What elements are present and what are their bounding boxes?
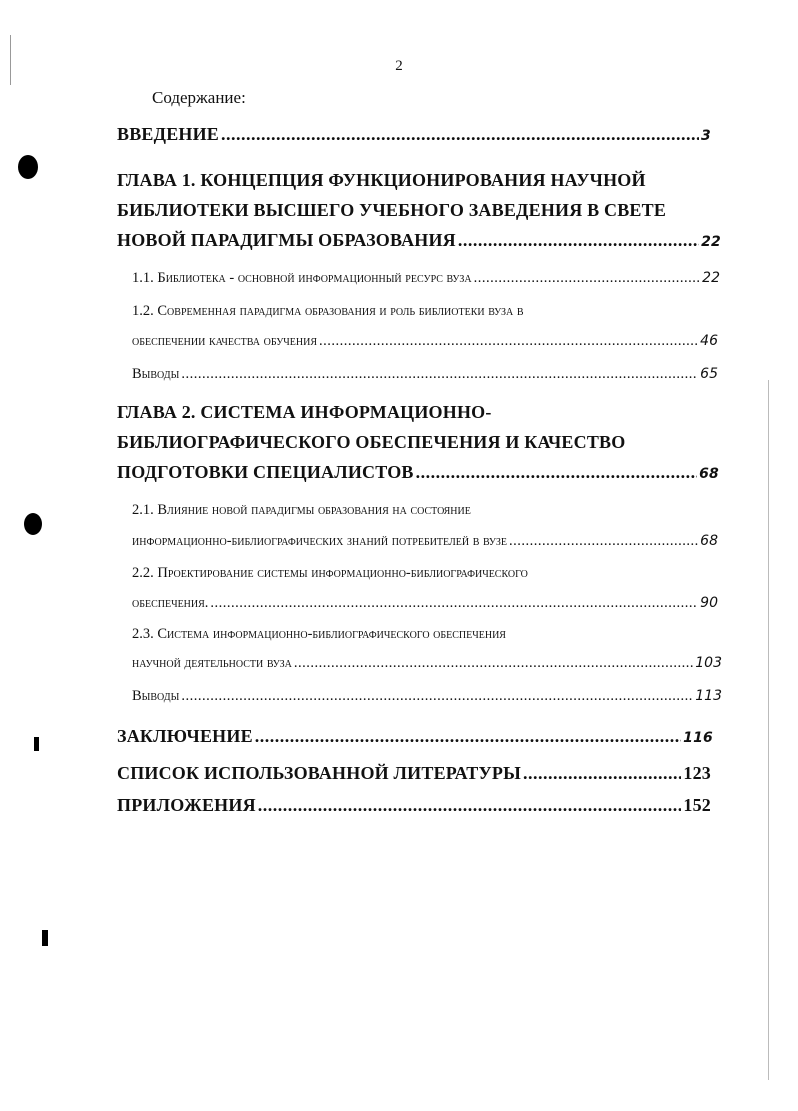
- dot-leader: [258, 795, 682, 816]
- entry-page: 68: [700, 533, 718, 549]
- entry-title: 1.1. Библиотека - основной информационный ресурс вуза: [132, 270, 472, 286]
- dot-leader: [255, 726, 681, 747]
- punch-hole-mark-1: [18, 155, 38, 179]
- toc-entry-s2-3[interactable]: [132, 655, 722, 672]
- entry-page: 103: [695, 655, 722, 671]
- dot-leader: [416, 462, 697, 483]
- page-number: 2: [395, 58, 403, 74]
- scan-edge-line-right: [768, 380, 769, 1080]
- entry-title: ПРИЛОЖЕНИЯ: [117, 795, 256, 815]
- dot-leader: [319, 333, 698, 350]
- dot-leader: [221, 124, 699, 145]
- entry-title: обеспечения.: [132, 595, 209, 611]
- entry-title: НОВОЙ ПАРАДИГМЫ ОБРАЗОВАНИЯ: [117, 230, 456, 250]
- entry-page: 68: [699, 466, 719, 482]
- toc-entry-ch1-findings[interactable]: [132, 366, 718, 383]
- entry-title: ПОДГОТОВКИ СПЕЦИАЛИСТОВ: [117, 462, 414, 482]
- entry-title: ЗАКЛЮЧЕНИЕ: [117, 726, 253, 746]
- toc-entry-ch1-line2[interactable]: БИБЛИОТЕКИ ВЫСШЕГО УЧЕБНОГО ЗАВЕДЕНИЯ В СВЕТЕ: [117, 200, 667, 220]
- toc-entry-s2-3-line1[interactable]: 2.3. Система информационно-библиографического обеспечения: [132, 626, 506, 642]
- toc-entry-references[interactable]: [117, 763, 711, 784]
- entry-title: обеспечении качества обучения: [132, 333, 318, 349]
- entry-page: 90: [700, 595, 718, 611]
- dot-leader: [474, 270, 701, 287]
- entry-page: 46: [700, 333, 718, 349]
- toc-entry-s1-1[interactable]: [132, 270, 720, 287]
- dot-leader: [523, 763, 681, 784]
- dot-leader: [210, 595, 698, 612]
- toc-entry-s2-1-line1[interactable]: 2.1. Влияние новой парадигмы образования на состояние: [132, 502, 471, 518]
- entry-title: Выводы: [132, 366, 180, 382]
- toc-entry-s2-1[interactable]: [132, 533, 718, 550]
- toc-entry-s1-2[interactable]: [132, 333, 718, 350]
- entry-page: 3: [701, 128, 711, 144]
- dot-leader: [294, 655, 693, 672]
- entry-page: 65: [700, 366, 718, 382]
- toc-entry-ch2-findings[interactable]: [132, 688, 722, 705]
- entry-title: Выводы: [132, 688, 180, 704]
- entry-title: СПИСОК ИСПОЛЬЗОВАННОЙ ЛИТЕРАТУРЫ: [117, 763, 521, 783]
- entry-page: 22: [701, 234, 721, 250]
- toc-entry-intro[interactable]: [117, 124, 711, 145]
- entry-page: 113: [695, 688, 722, 704]
- entry-title: научной деятельности вуза: [132, 655, 292, 671]
- toc-entry-s2-2[interactable]: [132, 595, 718, 612]
- punch-hole-mark-2: [24, 513, 42, 535]
- entry-page: 152: [683, 795, 711, 815]
- toc-entry-ch1[interactable]: [117, 230, 721, 251]
- toc-entry-s2-2-line1[interactable]: 2.2. Проектирование системы информационно-библиографического: [132, 565, 528, 581]
- toc-entry-conclusion[interactable]: [117, 726, 713, 747]
- toc-entry-ch2-line2[interactable]: БИБЛИОГРАФИЧЕСКОГО ОБЕСПЕЧЕНИЯ И КАЧЕСТВО: [117, 432, 626, 452]
- dot-leader: [181, 366, 698, 383]
- entry-page: 123: [683, 763, 711, 783]
- toc-entry-ch2[interactable]: [117, 462, 719, 483]
- punch-hole-mark-4: [42, 930, 48, 946]
- toc-heading: Содержание:: [152, 88, 246, 107]
- entry-title: информационно-библиографических знаний потребителей в вузе: [132, 533, 507, 549]
- toc-entry-appendices[interactable]: [117, 795, 711, 816]
- punch-hole-mark-3: [34, 737, 39, 751]
- toc-entry-ch1-line1[interactable]: ГЛАВА 1. КОНЦЕПЦИЯ ФУНКЦИОНИРОВАНИЯ НАУЧНОЙ: [117, 170, 646, 190]
- dot-leader: [458, 230, 699, 251]
- dot-leader: [181, 688, 693, 705]
- dot-leader: [509, 533, 698, 550]
- entry-title: ВВЕДЕНИЕ: [117, 124, 220, 144]
- toc-entry-ch2-line1[interactable]: ГЛАВА 2. СИСТЕМА ИНФОРМАЦИОННО-: [117, 402, 492, 422]
- entry-page: 22: [702, 270, 720, 286]
- entry-page: 116: [683, 730, 713, 746]
- toc-entry-s1-2-line1[interactable]: 1.2. Современная парадигма образования и роль библиотеки вуза в: [132, 303, 524, 319]
